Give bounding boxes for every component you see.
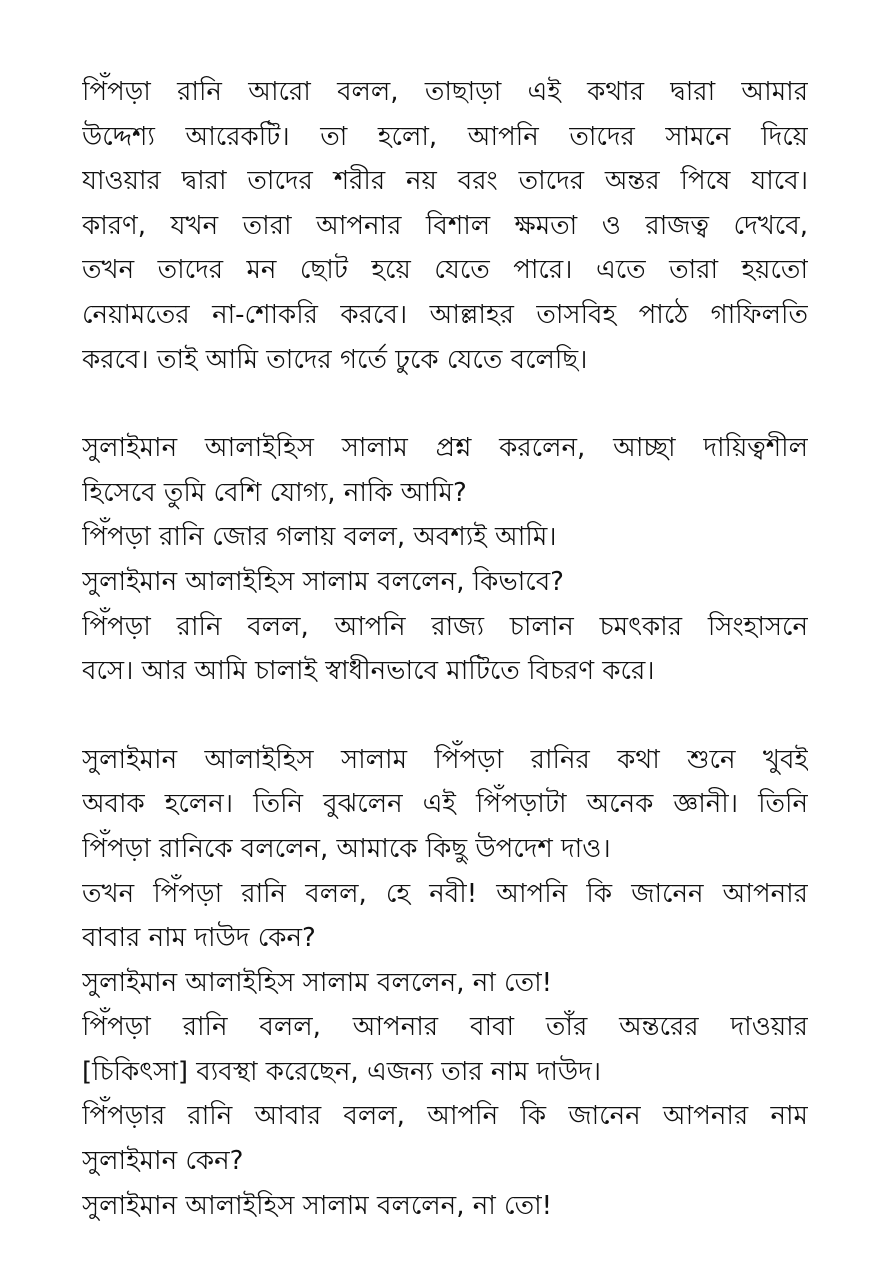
text-line: উদ্দেশ্য আরেকটি। তা হলো, আপনি তাদের সামনে দিয়ে [82,121,808,152]
text-line: যাওয়ার দ্বারা তাদের শরীর নয় বরং তাদের অন্তর পিষে যাবে। [82,166,808,197]
text-line: [চিকিৎসা] ব্যবস্থা করেছেন, এজন্য তার নাম দাউদ। [82,1056,602,1087]
text-line: বসে। আর আমি চালাই স্বাধীনভাবে মাটিতে বিচরণ করে। [82,656,655,687]
text-line: পিঁপড়া রানি বলল, আপনি রাজ্য চালান চমৎকার সিংহাসনে [82,611,808,642]
text-line: হিসেবে তুমি বেশি যোগ্য, নাকি আমি? [82,477,467,508]
paragraph-2 [82,426,808,694]
text-line: অবাক হলেন। তিনি বুঝলেন এই পিঁপড়াটা অনেক জ্ঞানী। তিনি [82,789,808,820]
text-line: তখন তাদের মন ছোট হয়ে যেতে পারে। এতে তারা হয়তো [82,255,808,286]
text-line: পিঁপড়ার রানি আবার বলল, আপনি কি জানেন আপনার নাম [82,1101,808,1132]
text-line: সুলাইমান আলাইহিস সালাম বললেন, না তো! [82,967,553,998]
text-line: বাবার নাম দাউদ কেন? [82,923,316,954]
paragraph-1 [82,70,808,382]
text-line: সুলাইমান আলাইহিস সালাম পিঁপড়া রানির কথা শুনে খুবই [82,744,808,775]
text-line: করবে। তাই আমি তাদের গর্তে ঢুকে যেতে বলেছি। [82,344,588,375]
text-line: পিঁপড়া রানি বলল, আপনার বাবা তাঁর অন্তরের দাওয়ার [82,1012,808,1043]
text-line: সুলাইমান কেন? [82,1146,244,1177]
text-line: পিঁপড়া রানিকে বললেন, আমাকে কিছু উপদেশ দাও। [82,833,611,864]
text-line: সুলাইমান আলাইহিস সালাম বললেন, কিভাবে? [82,566,564,597]
text-line: তখন পিঁপড়া রানি বলল, হে নবী! আপনি কি জানেন আপনার [82,878,808,909]
book-page [82,70,808,1228]
text-line: নেয়ামতের না-শোকরি করবে। আল্লাহর তাসবিহ পাঠে গাফিলতি [82,299,808,330]
text-line: সুলাইমান আলাইহিস সালাম প্রশ্ন করলেন, আচ্ছা দায়িত্বশীল [82,433,808,464]
text-line: পিঁপড়া রানি জোর গলায় বলল, অবশ্যই আমি। [82,522,557,553]
paragraph-3 [82,738,808,1229]
text-line: পিঁপড়া রানি আরো বলল, তাছাড়া এই কথার দ্বারা আমার [82,77,808,107]
text-line: সুলাইমান আলাইহিস সালাম বললেন, না তো! [82,1190,553,1221]
text-line: কারণ, যখন তারা আপনার বিশাল ক্ষমতা ও রাজত্ব দেখবে, [82,210,808,241]
